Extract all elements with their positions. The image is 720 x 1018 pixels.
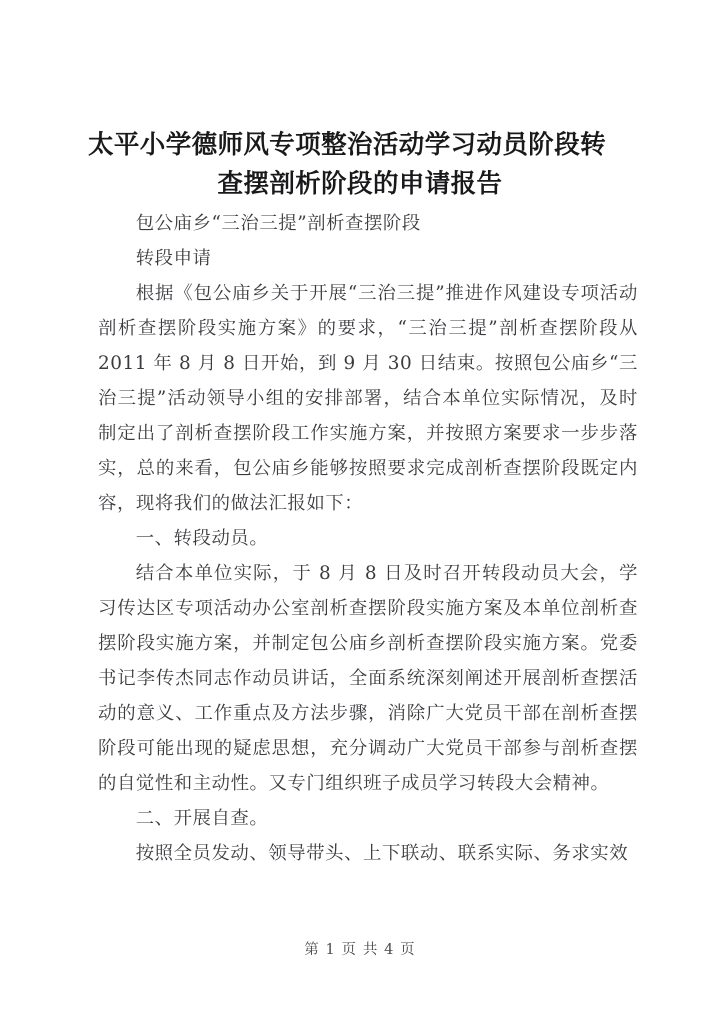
subtitle-line-1: 包公庙乡“三治三提”剖析查摆阶段 <box>135 213 421 234</box>
paragraph-2: 结合本单位实际，于 8 月 8 日及时召开转段动员大会，学习传达区专项活动办公室剖析查摆阶段实施方案及本单位剖析查摆阶段实施方案，并制定包公庙乡剖析查摆阶段实施方案。党委书记李传杰同志作动员讲话，全面系统深刻阐述开展剖析查摆活动的意义、工作重点及方法步骤，消除广大党员干部在剖析查摆阶段可能出现的疑虑思想，充分调动广大党员干部参与剖析查摆的自觉性和主动性。又专门组织班子成员学习转段大会精神。 <box>98 563 638 794</box>
page-title-line-2: 查摆剖析阶段的申请报告 <box>217 169 503 199</box>
section-heading-2: 二、开展自查。 <box>135 808 269 829</box>
page-footer: 第 1 页 共 4 页 <box>304 942 416 958</box>
page-title-line-1: 太平小学德师风专项整治活动学习动员阶段转 <box>88 130 607 160</box>
page-title <box>88 126 632 204</box>
subtitle-line-2: 转段申请 <box>135 248 212 269</box>
document-body <box>98 206 645 871</box>
section-heading-1: 一、转段动员。 <box>135 528 269 549</box>
paragraph-1: 根据《包公庙乡关于开展“三治三提”推进作风建设专项活动剖析查摆阶段实施方案》的要求，“三治三提”剖析查摆阶段从 2011 年 8 月 8 日开始，到 9 月 30 日结束。按照包公庙乡“三治三提”活动领导小组的安排部署，结合本单位实际情况，及时制定出了剖析查摆阶段工作实施方案，并按照方案要求一步步落实，总的来看，包公庙乡能够按照要求完成剖析查摆阶段既定内容，现将我们的做法汇报如下： <box>98 283 645 514</box>
paragraph-3: 按照全员发动、领导带头、上下联动、联系实际、务求实效 <box>135 843 629 864</box>
